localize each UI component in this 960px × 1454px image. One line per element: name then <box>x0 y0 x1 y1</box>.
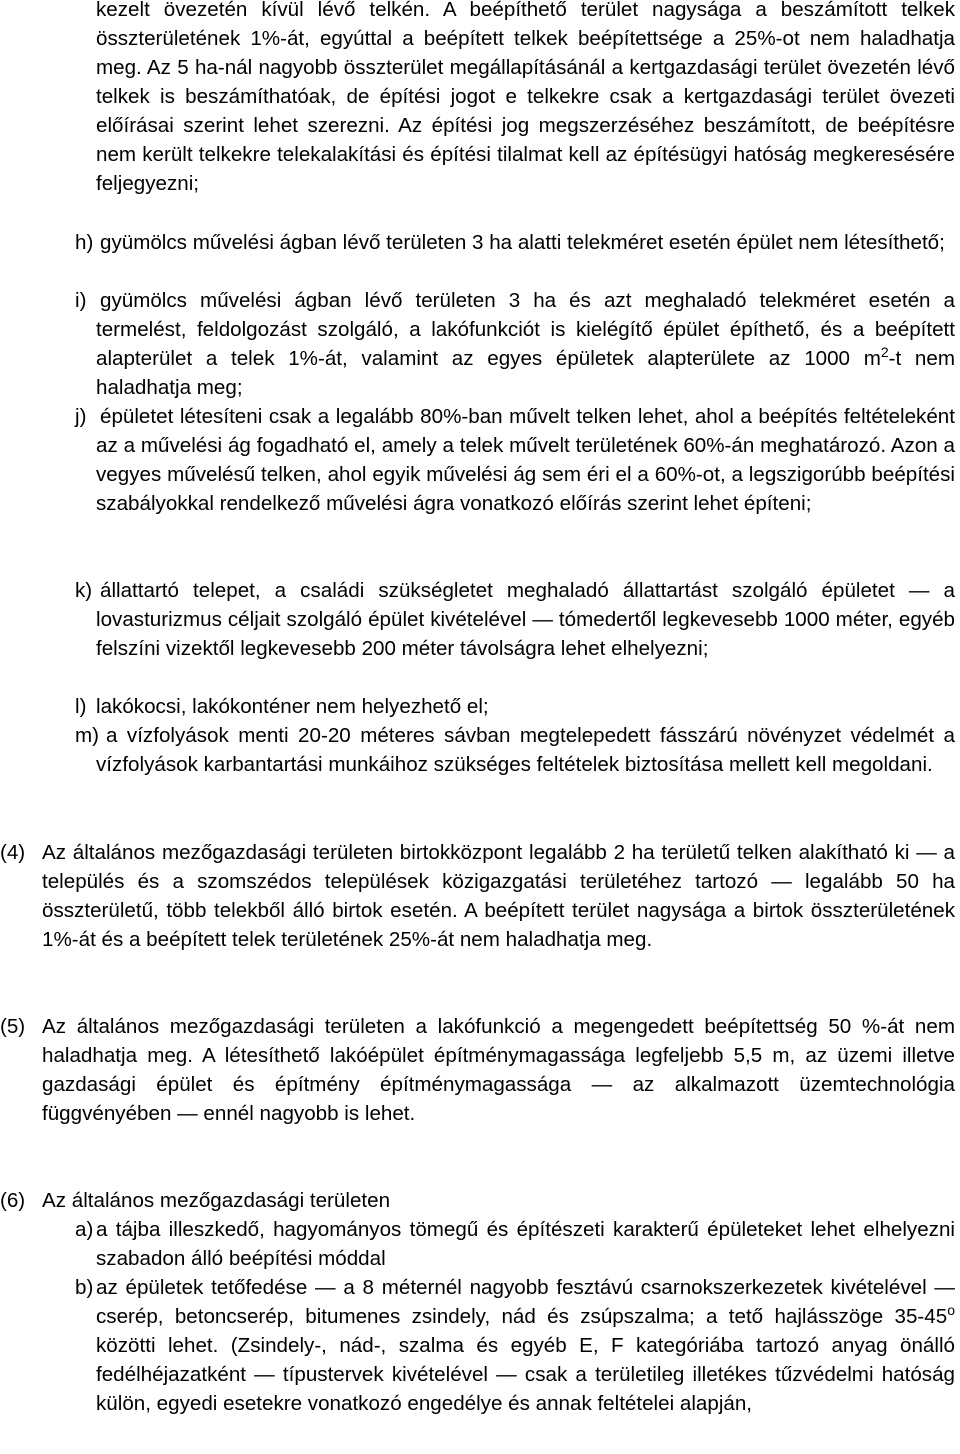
item-m-label: m) <box>75 724 100 747</box>
section-6-heading: Az általános mezőgazdasági területen <box>42 1189 391 1212</box>
section-6-item-b-text-end: közötti lehet. (Zsindely-, nád-, szalma és egyéb E, F kategóriába tartozó anyag önálló fedélhéjazatként — típustervek kivételével — csak a területileg illetékes tűzvédelmi hatóság külön, egyedi esetekre vonatkozó engedélye és annak feltételei alapján, <box>96 1334 955 1415</box>
item-h-label: h) <box>75 231 94 254</box>
item-l-text: lakókocsi, lakókonténer nem helyezhető el; <box>96 695 489 718</box>
section-6-item-a-text: a tájba illeszkedő, hagyományos tömegű és építészeti karakterű épületeket lehet elhelyezni szabadon álló beépítési móddal <box>96 1218 955 1270</box>
item-i-label: i) <box>75 289 87 312</box>
section-6-item-b-text <box>96 1273 955 1418</box>
section-6-item-b-text-main: az épületek tetőfedése — a 8 méternél nagyobb fesztávú csarnokszerkezetek kivételével — cserép, betoncserép, bitumenes zsindely, nád és zsúpszalma; a tető hajlásszöge 35-45 <box>96 1276 955 1328</box>
item-i-superscript: 2 <box>880 344 889 360</box>
item-i-text-main: gyümölcs művelési ágban lévő területen 3 ha és azt meghaladó telekméret esetén a termelést, feldolgozást szolgáló, a lakófunkciót is kielégítő épület építhető, és a beépített alapterület a telek 1%-át, valamint az egyes épületek alapterülete az 1000 m <box>96 289 955 370</box>
section-6-item-b-label: b) <box>75 1276 94 1299</box>
section-6-item-b-superscript: o <box>947 1302 955 1318</box>
item-h-text: gyümölcs művelési ágban lévő területen 3 ha alatti telekméret esetén épület nem létesíthető; <box>100 231 945 254</box>
item-k-text: állattartó telepet, a családi szükségletet meghaladó állattartást szolgáló épületet — a lovasturizmus céljait szolgáló épület kivételével — tómedertől legkevesebb 1000 méter, egyéb felszíni vizektől legkevesebb 200 méter távolságra lehet elhelyezni; <box>96 579 955 660</box>
item-m-text: a vízfolyások menti 20-20 méteres sávban megtelepedett fásszárú növényzet védelmét a vízfolyások karbantartási munkáihoz szükséges feltételek biztosítása mellett kell megoldani. <box>96 724 955 776</box>
item-j-text: épületet létesíteni csak a legalább 80%-ban művelt telken lehet, ahol a beépítés feltételeként az a művelési ág fogadható el, amely a telek művelt területének 60%-án meghatározó. Azon a vegyes művelésű telken, ahol egyik művelési ág sem éri el a 60%-ot, a legszigorúbb beépítési szabályokkal rendelkező művelési ágra vonatkozó előírás szerint lehet építeni; <box>96 405 955 515</box>
intro-paragraph: kezelt övezetén kívül lévő telkén. A beépíthető terület nagysága a beszámított telkek összterületének 1%-át, egyúttal a beépített telkek beépítettsége a 25%-ot nem haladhatja meg. Az 5 ha-nál nagyobb összterület megállapításánál a kertgazdasági terület övezetén lévő telkek is beszámíthatóak, de építési jogot e telkekre csak a kertgazdasági terület övezeti előírásai szerint lehet szerezni. Az építési jog megszerzéséhez beszámított, de beépítésre nem került telkekre telekalakítási és építési tilalmat kell az építésügyi hatóság megkeresésére feljegyezni; <box>96 0 955 195</box>
item-j-label: j) <box>75 405 87 428</box>
section-5-label: (5) <box>0 1015 26 1038</box>
item-k-label: k) <box>75 579 93 602</box>
item-i-text <box>96 286 955 402</box>
section-6-label: (6) <box>0 1189 26 1212</box>
section-4-text: Az általános mezőgazdasági területen birtokközpont legalább 2 ha területű telken alakítható ki — a település és a szomszédos települések közigazgatási területéhez tartozó — legalább 50 ha összterületű, több telekből álló birtok esetén. A beépített terület nagysága a birtok összterületének 1%-át és a beépített telek területének 25%-át nem haladhatja meg. <box>42 841 955 951</box>
item-l-label: l) <box>75 695 87 718</box>
section-6-item-a-label: a) <box>75 1218 94 1241</box>
section-4-label: (4) <box>0 841 26 864</box>
item-i-text-end: -t nem haladhatja meg; <box>96 347 955 399</box>
section-5-text: Az általános mezőgazdasági területen a lakófunkció a megengedett beépítettség 50 %-át nem haladhatja meg. A létesíthető lakóépület építménymagassága legfeljebb 5,5 m, az üzemi illetve gazdasági épület és építmény építménymagassága — az alkalmazott üzemtechnológia függvényében — ennél nagyobb is lehet. <box>42 1015 955 1125</box>
